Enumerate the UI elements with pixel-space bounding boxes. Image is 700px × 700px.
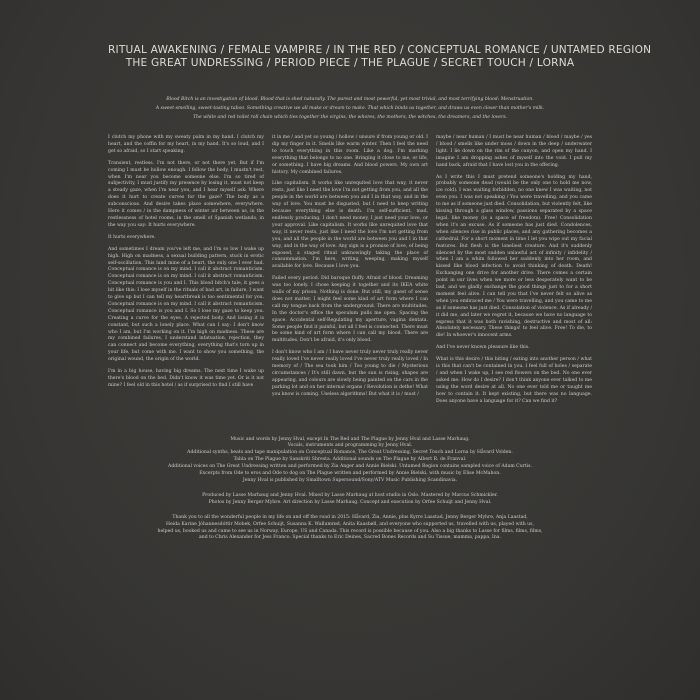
lyrics-paragraph: maybe / near human / I must be near human / blood / maybe / yes / blood / smells like under moss / down in the deep / underwater light. I lie down on the rim of the canyon, and open my hand. I imagine I am dropping ashes of myself into the void. I pull my hand back, afraid that I have lost you in the offering.	[436, 135, 592, 168]
lyrics-paragraph: I don't know who I am / I have never truly never truly really never really loved I've never really loved I've never truly really loved / In memory of / The sea took him / Too young to die / Mysterious circumstances / It's still dawn, but the sun is rising, shapes are appearing, and colours are slowly being painted on the cars in the parking lot and on her internal organs / Revolution is dethe! What you know is coming. Useless algorithms! But what it is / must /	[272, 350, 428, 397]
lyrics-columns	[108, 135, 592, 411]
credit-line: Music and words by Jenny Hval, except In The Red and The Plague by Jenny Hval and Lasse Marhaug.	[230, 436, 470, 442]
credits	[108, 437, 592, 543]
intro-line: The white and red toilet roll chain which ties together the virgins, the whores, the mothers, the witches, the dreamers, and the lovers.	[192, 115, 508, 120]
credit-line: Excerpts from Ode to eros and Ode to dog on The Plague written and performed by Annie Bielski, with music by Elise McMahon.	[199, 471, 501, 477]
credits-music	[108, 437, 592, 485]
credit-line: Additional voices on The Great Undressing written and performed by Zia Anger and Annie Bielski. Untamed Region contains sampled voice of Adam Curtis.	[168, 464, 532, 470]
credit-line: Thank you to all the wonderful people in my life on and off the road in 2015: Håvard, Zia, Annie, plus Kyrre Laastad, Jenny Berger Myhre, Anja Laastad,	[172, 514, 528, 520]
lyrics-paragraph: As I write this I must pretend someone's holding my hand, probably someone dead (would be the only one to hold me now, ice cold). I was waiting forbidden, no one knew I was waiting, not even you. I was not speaking / You were travelling, and you came to me as if someone just died. Consolidation, but violently felt, like kissing through a glass window, passions separated by a space legal, like money (is a space of freedom). Free! Consolidation when it's an excuse. As if someone has just died. Condolences, when silences rise in public places, and any gathering becomes a cathedral. For a short moment in time I let you wipe out my facial features. But flesh is the loneliest creature. And it's suddenly silenced by the most sudden unlawful act of infinity / infidelity / when I am a whim followed her suddenly into her room, and kissed like blood infection to avoid thinking of death. Death! Exchanging one drive for another drive. There comes a certain point in our lives when we more or less desperately want to be bad, and we gladly exchange the good things just to for a short moment feel alive. I can tell you that I've never felt so alive as when you embraced me / You were travelling, and you came to me as if someone has just died. Consolation of violence. As if already / it did me, and later we regret it, because we have no language to express that it was both ravishing, destructive and most of all: Absolutely necessary. These things! to feel alive. Free! To die, to die! In whoever's innocent arms.	[436, 174, 592, 339]
credit-line: Photos by Jenny Berger Myhre. Art direction by Lasse Marhaug. Concept and execution by Orfee Schuijt and Jenny Hval.	[208, 499, 492, 505]
lyrics-paragraph: And I've never known pleasure like this.	[436, 345, 530, 351]
tracklist-line-1: RITUAL AWAKENING / FEMALE VAMPIRE / IN THE RED / CONCEPTUAL ROMANCE / UNTAMED REGION	[108, 44, 652, 56]
credit-line: Additional synths, beats and tape manipulation on Conceptual Romance, The Great Undressing, Secret Touch and Lorna by Håvard Volden.	[187, 450, 513, 456]
credit-line: Jenny Hval is published by Smalltown Supersound/Sony/ATV Music Publishing Scandinavia.	[242, 477, 458, 483]
credits-thanks	[108, 515, 592, 543]
credit-line: helped us, booked us and came to see us in Norway, Europe, US and Canada. This record is possible because of you. Also a big thanks to Lasse for films, films, films,	[157, 528, 543, 534]
intro-statement	[108, 96, 592, 121]
tracklist-line-2: THE GREAT UNDRESSING / PERIOD PIECE / THE PLAGUE / SECRET TOUCH / LORNA	[125, 57, 575, 69]
lyrics-paragraph: I'm in a big house, having big dreams. The next time I wake up there's blood on the bed. Didn't know it was time yet. Or is it not mine? I feel old in this hotel / as if surprised to find I still have	[108, 369, 264, 388]
lyrics-paragraph: What is this desire / this biting / eating into another person / what is this that can't be contained in you. I feel full of holes / separate / and when I wake up, I see red flowers on the bed. No one ever asked me: How do I desire? I don't think anyone ever talked to me using the word desire at all. No one ever told me or taught me how to contain it. It kept existing, but there was no language. Does anyone have a language for it? Can we find it?	[436, 357, 592, 404]
lyrics-column-left	[108, 135, 264, 411]
lyrics-paragraph: Transient, restless. I'm not there, or not there yet. But if I'm coming I must be hollow enough. I follow the body, I mustn't rest, when I'm near you become someone else. I'm so tired of subjectivity, I must justify my presence by losing it, must not keep a steady gaze, when I'm near you, and I hear myself ask: Where does it hurt to create curves for the gaze? The body as a subconscious. And desire takes place somewhere, everywhere. Here it comes / in the dampness of winter air between us, in the restlessness of hotel rooms, in the smell of Spanish wetlands, in the way you say: It hurts everywhere.	[108, 160, 264, 228]
credit-line: Tabla on The Plague by Sanskriti Shresta. Additional sounds on The Plague by Albert R. de Franval.	[233, 457, 467, 463]
credit-line: and to Chris Alexander for Jess Franco. Special thanks to Eric Deines, Sacred Bones Records and Su Tissue, mamma, pappa, Ina.	[199, 535, 501, 541]
lyrics-paragraph: Failed every period. Did baroque fluffy. Afraid of blood. Dreaming was too lonely. I chose keeping it together and its IKEA white walls of my prison. Nothing is done. But still, my guest of sense does not matter, I might feel some kind of art form where I can call my tongue back from the underground. There are multitudes. In the doctor's office the speculum pulls me open. Spacing the space. Accidental self-Regulating my aperture, vagina dentata. Some people find it painful, but all I feel is connected. There must be some kind of art form where I can call my blood. There are multitudes. Don't be afraid, it's only blood.	[272, 276, 428, 344]
tracklist	[108, 44, 652, 70]
intro-line: A sweet-smelling, sweet-tasting taboo. Something creative we all make or dream to make. That which binds us together, and draws us even closer than mother's milk.	[155, 106, 545, 111]
credit-line: Heida Karine Jóhannesdóttir Mobek, Orfee Schuijt, Susanna K. Wallumrød, Anita Kaasbøll, and everyone who supported us, travelled with us, played with us,	[166, 521, 534, 527]
lyrics-paragraph: Like capitalism. It works like unrequited love that way, it never rests, just like I need the love I'm not getting from you, and all the people in the world are between you and I in that way, and in the way of love. You must be disgusted, but I need to keep writing because everything else is death. I'm self-sufficient, mad, endlessly producing. I don't need money, I just need your love, or your approval. Like capitalism. It works like unrequited love that way, it never rests, just like I need the love I'm not getting from you, and all the people in the world are between you and I in that way, and in the way of love. Any sign is a promise of love, of being exposed, a staged ritual unknowingly taking the place of consummation. I'm here, writing, weeping, making myself available for love. Because I love you.	[272, 181, 428, 270]
lyrics-paragraph: it in me / and yet so young / hollow / unsure if from young or old. I dip my finger in it. Smells like warm winter. Then I feel the need to touch everything in this room. Like a dog. I'm marking everything that belongs to no one. Bringing it close to me, or life, or something. I have big dreams. And blood powers. My own art history. My combined failures.	[272, 135, 428, 175]
lyrics-column-middle	[272, 135, 428, 411]
lyrics-paragraph: And sometimes I dream you've left me, and I'm so low I wake up high. High on madness, a sexual building pattern, stuck in erotic self-oscillation. This land mine of a heart, the only one I ever had. Conceptual romance is on my mind. I call it abstract romanticism. Conceptual romance is on my mind. I call it abstract romanticism. Conceptual romance is you and I. This blood bitch's tale, it goes a bit like this: I lose myself in the rituals of bad art, in failure, I want to give up but I can tell my heartbreak is too sentimental for you. Conceptual romance is on my mind. I call it abstract romanticism. Conceptual romance is you and I. So I lose my gaze to keep you. Creating a curve for the eyes. A rejected body. And losing it is constant, but such a lonely place. What can I say: I don't know who I am, but I'm working on it. I'm high on madness. These are my combined failures, I understand infatuation, rejection, they can connect and become everything, everything that's torn up in your life, but come with me. I want to show you something, the original wound, the origin of the world.	[108, 246, 264, 363]
lyrics-paragraph: It hurts everywhere.	[108, 234, 156, 240]
credit-line: Vocals, instruments and programming by Jenny Hval.	[287, 443, 413, 449]
lyrics-column-right	[436, 135, 592, 411]
credit-line: Produced by Lasse Marhaug and Jenny Hval. Mixed by Lasse Marhaug at host studio in Oslo. Mastered by Marcus Schmickler.	[202, 492, 498, 498]
credits-production	[108, 493, 592, 507]
intro-line: Blood Bitch is an investigation of blood. Blood that is shed naturally. The purest and most powerful, yet most trivial, and most terrifying blood: Menstruation.	[166, 97, 534, 102]
lyrics-paragraph: I clutch my phone with my sweaty palm in my hand. I clutch my heart, and the coffin for my heart, in my hand. It's so loud, and I get so afraid, so I start speaking.	[108, 135, 264, 154]
